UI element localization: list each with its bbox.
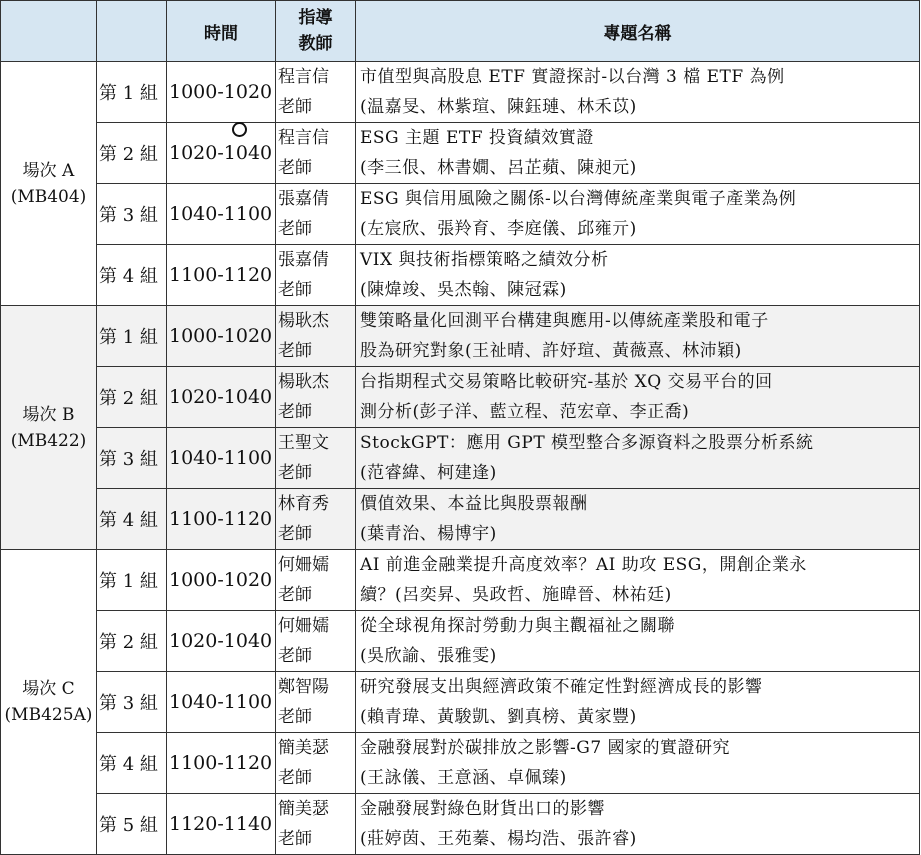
topic-cell — [356, 367, 920, 428]
session-cell-c — [1, 550, 97, 855]
teacher-title: 老師 — [278, 463, 312, 483]
table-row — [1, 123, 920, 184]
topic-line2: 股為研究對象(王祉晴、許妤瑄、黃薇熹、林沛穎) — [360, 341, 742, 361]
circle-mark-icon — [232, 122, 247, 137]
teacher-cell — [276, 733, 356, 794]
teacher-cell — [276, 184, 356, 245]
teacher-cell — [276, 306, 356, 367]
group-cell: 第 3 組 — [97, 184, 167, 245]
header-teacher-line1: 指導 — [298, 8, 333, 28]
topic-line1: 雙策略量化回測平台構建與應用-以傳統產業股和電子 — [360, 311, 769, 331]
session-name: 場次 C — [22, 679, 75, 699]
group-cell: 第 3 組 — [97, 672, 167, 733]
teacher-title: 老師 — [278, 829, 312, 849]
teacher-cell — [276, 550, 356, 611]
topic-line2: (莊婷茵、王苑蓁、楊均浩、張許睿) — [360, 829, 637, 849]
table-row — [1, 367, 920, 428]
time-cell: 1020-1040 — [167, 367, 276, 428]
table-row — [1, 245, 920, 306]
time-cell: 1040-1100 — [167, 184, 276, 245]
topic-line1: StockGPT：應用 GPT 模型整合多源資料之股票分析系統 — [360, 433, 814, 453]
session-room: (MB422) — [10, 430, 87, 451]
topic-cell — [356, 733, 920, 794]
topic-cell — [356, 428, 920, 489]
teacher-cell — [276, 123, 356, 184]
group-cell: 第 4 組 — [97, 245, 167, 306]
teacher-title: 老師 — [278, 158, 312, 178]
topic-line2: (陳煒竣、吳杰翰、陳冠霖) — [360, 280, 567, 300]
topic-line2: 測分析(彭子洋、藍立程、范宏章、李正喬) — [360, 402, 690, 422]
table-row — [1, 306, 920, 367]
header-teacher-line2: 教師 — [298, 34, 333, 54]
topic-line2: (范睿緯、柯建逢) — [360, 463, 497, 483]
topic-line2: (温嘉旻、林紫瑄、陳鈺璉、林禾苡) — [360, 97, 637, 117]
topic-line2: (吳欣諭、張雅雯) — [360, 646, 497, 666]
teacher-title: 老師 — [278, 707, 312, 727]
topic-cell — [356, 550, 920, 611]
time-cell: 1040-1100 — [167, 428, 276, 489]
topic-line2: (王詠儀、王意涵、卓佩臻) — [360, 768, 567, 788]
teacher-cell — [276, 245, 356, 306]
table-row — [1, 428, 920, 489]
time-cell: 1100-1120 — [167, 245, 276, 306]
header-topic: 專題名稱 — [356, 1, 920, 62]
topic-cell — [356, 62, 920, 123]
time-cell: 1100-1120 — [167, 489, 276, 550]
time-cell: 1020-1040 — [167, 611, 276, 672]
teacher-title: 老師 — [278, 585, 312, 605]
table-row — [1, 184, 920, 245]
group-cell: 第 1 組 — [97, 550, 167, 611]
header-group — [97, 1, 167, 62]
time-cell: 1020-1040 — [167, 123, 276, 184]
teacher-title: 老師 — [278, 402, 312, 422]
group-cell: 第 2 組 — [97, 611, 167, 672]
table-row — [1, 611, 920, 672]
topic-cell — [356, 123, 920, 184]
topic-cell — [356, 611, 920, 672]
topic-line1: 台指期程式交易策略比較研究-基於 XQ 交易平台的回 — [360, 372, 773, 392]
topic-line1: 市值型與高股息 ETF 實證探討-以台灣 3 檔 ETF 為例 — [360, 67, 785, 87]
teacher-cell — [276, 672, 356, 733]
topic-cell — [356, 672, 920, 733]
teacher-name: 何姍嬬 — [278, 616, 329, 636]
teacher-name: 簡美瑟 — [278, 738, 329, 758]
topic-cell — [356, 306, 920, 367]
teacher-cell — [276, 62, 356, 123]
table-row — [1, 672, 920, 733]
group-cell: 第 5 組 — [97, 794, 167, 855]
session-name: 場次 B — [22, 404, 75, 425]
time-cell: 1000-1020 — [167, 306, 276, 367]
topic-line1: ESG 主題 ETF 投資績效實證 — [360, 128, 594, 148]
teacher-cell — [276, 428, 356, 489]
group-cell: 第 2 組 — [97, 123, 167, 184]
time-cell: 1000-1020 — [167, 550, 276, 611]
group-cell: 第 2 組 — [97, 367, 167, 428]
header-row — [1, 1, 920, 62]
group-cell: 第 1 組 — [97, 62, 167, 123]
teacher-title: 老師 — [278, 97, 312, 117]
teacher-name: 楊耿杰 — [278, 372, 329, 392]
session-room: (MB404) — [10, 186, 87, 207]
topic-line2: (賴青瑋、黃駿凱、劉真榜、黃家豐) — [360, 707, 637, 727]
group-cell: 第 1 組 — [97, 306, 167, 367]
teacher-name: 何姍嬬 — [278, 555, 329, 575]
time-cell: 1120-1140 — [167, 794, 276, 855]
topic-line2: (左宸欣、張羚育、李庭儀、邱雍亓) — [360, 219, 637, 239]
teacher-title: 老師 — [278, 219, 312, 239]
time-cell: 1000-1020 — [167, 62, 276, 123]
teacher-name: 王聖文 — [278, 433, 329, 453]
topic-line2: 續？(呂奕昇、吳政哲、施暐晉、林祐廷) — [360, 585, 672, 605]
topic-cell — [356, 489, 920, 550]
teacher-cell — [276, 367, 356, 428]
teacher-title: 老師 — [278, 280, 312, 300]
table-row — [1, 489, 920, 550]
topic-line1: 研究發展支出與經濟政策不確定性對經濟成長的影響 — [360, 677, 763, 697]
session-room: (MB425A) — [4, 705, 93, 725]
teacher-title: 老師 — [278, 768, 312, 788]
teacher-name: 張嘉倩 — [278, 250, 329, 270]
teacher-name: 張嘉倩 — [278, 189, 329, 209]
topic-line1: 價值效果、本益比與股票報酬 — [360, 494, 588, 514]
teacher-name: 程言信 — [278, 128, 329, 148]
table-row — [1, 733, 920, 794]
topic-line1: 從全球視角探討勞動力與主觀福祉之關聯 — [360, 616, 675, 636]
topic-line2: (葉青治、楊博宇) — [360, 524, 497, 544]
table-row — [1, 62, 920, 123]
table-row — [1, 794, 920, 855]
topic-line1: 金融發展對於碳排放之影響-G7 國家的實證研究 — [360, 738, 731, 758]
session-cell-b — [1, 306, 97, 550]
teacher-name: 程言信 — [278, 67, 329, 87]
topic-line2: (李三佷、林書嫺、呂芷蘋、陳昶元) — [360, 158, 637, 178]
time-cell: 1040-1100 — [167, 672, 276, 733]
teacher-title: 老師 — [278, 341, 312, 361]
topic-line1: ESG 與信用風險之關係-以台灣傳統產業與電子產業為例 — [360, 189, 797, 209]
topic-line1: AI 前進金融業提升高度效率？AI 助攻 ESG，開創企業永 — [360, 555, 807, 575]
table-row — [1, 550, 920, 611]
topic-line1: 金融發展對綠色財貨出口的影響 — [360, 799, 605, 819]
topic-cell — [356, 794, 920, 855]
teacher-name: 鄭智陽 — [278, 677, 329, 697]
teacher-title: 老師 — [278, 524, 312, 544]
group-cell: 第 4 組 — [97, 489, 167, 550]
topic-cell — [356, 245, 920, 306]
group-cell: 第 3 組 — [97, 428, 167, 489]
topic-line1: VIX 與技術指標策略之績效分析 — [360, 250, 609, 270]
teacher-cell — [276, 489, 356, 550]
session-name: 場次 A — [22, 160, 75, 181]
teacher-name: 楊耿杰 — [278, 311, 329, 331]
session-cell-a — [1, 62, 97, 306]
teacher-name: 簡美瑟 — [278, 799, 329, 819]
teacher-cell — [276, 611, 356, 672]
header-time: 時間 — [167, 1, 276, 62]
teacher-cell — [276, 794, 356, 855]
teacher-name: 林育秀 — [278, 494, 329, 514]
header-teacher — [276, 1, 356, 62]
teacher-title: 老師 — [278, 646, 312, 666]
time-cell: 1100-1120 — [167, 733, 276, 794]
header-session — [1, 1, 97, 62]
topic-cell — [356, 184, 920, 245]
group-cell: 第 4 組 — [97, 733, 167, 794]
